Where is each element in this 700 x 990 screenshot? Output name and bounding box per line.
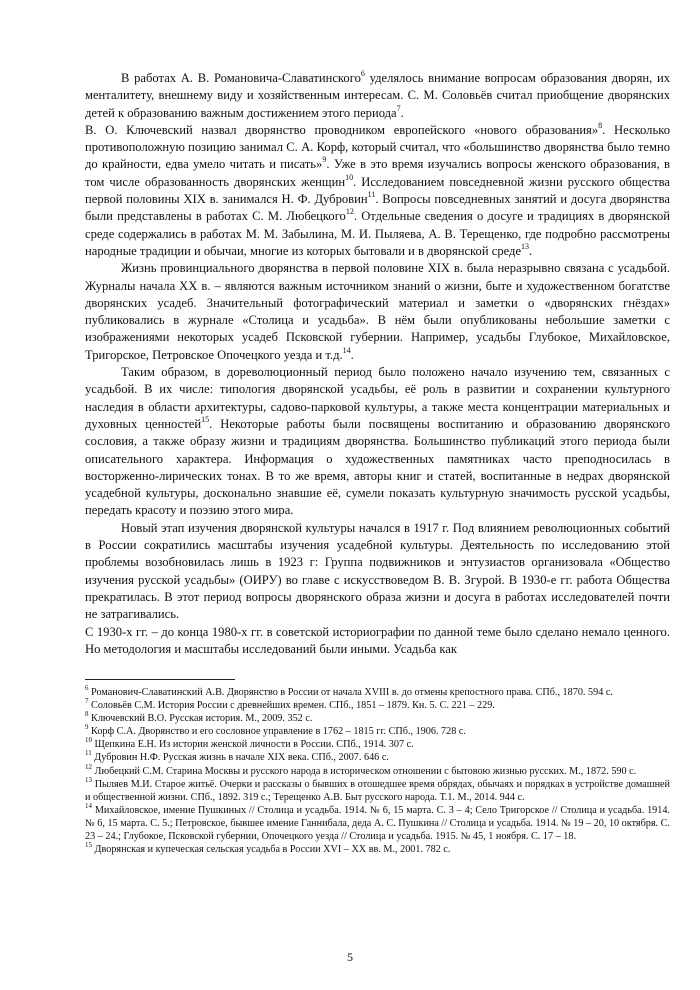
page-number: 5: [347, 950, 353, 964]
footnote: [85, 801, 670, 843]
footnote-ref: 9: [322, 155, 327, 165]
paragraph-text: . Несколько противоположную позицию занимал С. А. Корф, который считал, что «большинство дворянства было темно до крайности, едва умело читать и писать»: [85, 122, 670, 172]
footnote-text: Щепкина Е.Н. Из истории женской личности в России. СПб., 1914. 307 с.: [94, 739, 414, 751]
footnote: [85, 762, 670, 778]
footnote: [85, 843, 670, 856]
footnote-text: Ключевский В.О. Русская история. М., 2009. 352 с.: [91, 713, 313, 725]
paragraph-text: уделялось внимание вопросам образования дворян, их менталитету, внешнему виду и хозяйственным интересам. С. М. Соловьёв считал приобщение дворянских детей к образованию важным достижением этого периода: [85, 71, 671, 120]
paragraph-text: .: [350, 347, 354, 362]
paragraph-text: Таким образом, в дореволюционный период было положено начало изучению тем, связанных с усадьбой. В их числе: типология дворянской усадьбы, её роль в развитии и сохранении культурного наследия в области архитектуры, садово-парковой культуры, а также места концентрации материальных и духовных ценностей: [85, 365, 670, 431]
paragraph-text: .: [529, 243, 533, 258]
paragraph-text: В. О. Ключевский назвал дворянство проводником европейского «нового образования»: [85, 122, 599, 137]
footnote-text: Пыляев М.И. Старое житьё. Очерки и рассказы о бывших в отошедшее время обрядах, обычаях и порядках в устройстве домашней и общественной жизни. СПб., 1892. 319 с.; Терещенко А.В. Быт русского народа. Т.1. М., 2014. 944 с.: [85, 778, 670, 803]
footnote-ref: 8: [598, 120, 603, 130]
footnote-number: 10: [85, 736, 92, 745]
footnote: [85, 712, 670, 725]
footnote: [85, 725, 670, 738]
footnotes: [85, 686, 670, 856]
paragraph: [85, 260, 670, 364]
footnote-text: Соловьёв С.М. История России с древнейших времен. СПб., 1851 – 1879. Кн. 5. С. 221 – 229.: [91, 700, 495, 712]
footnote-text: Романович-Славатинский А.В. Дворянство в России от начала XVIII в. до отмены крепостного права. СПб., 1870. 594 с.: [91, 687, 613, 698]
paragraph: [85, 364, 670, 520]
footnote-number: 7: [85, 697, 89, 706]
footnote: [85, 686, 670, 699]
footnote-number: 8: [85, 710, 89, 719]
footnote: [85, 699, 670, 712]
footnote-number: 13: [85, 775, 92, 784]
footnote-number: 11: [85, 749, 92, 758]
footnote-ref: 6: [360, 69, 365, 78]
paragraph-text: . Исследованием повседневной жизни русского общества первой половины XIX в. занимался Н. Ф. Дубровин: [85, 174, 671, 207]
footnote-number: 14: [85, 801, 92, 810]
footnote-separator: [85, 679, 235, 680]
paragraph: [85, 520, 670, 624]
footnote-number: 9: [85, 723, 89, 732]
paragraph: [85, 70, 670, 122]
paragraph-text: . Вопросы повседневных занятий и досуга дворянства были представлены в работах С. М. Любецкого: [85, 192, 670, 224]
paragraph-text: . Некоторые работы были посвящены воспитанию и образованию дворянского сословия, а также образу жизни и традициям дворянства. Большинство публикаций этого периода были описательного характера. Информация о художественных памятниках часто преподносилась в восторженно-лирических тонах. В то же время, авторы книг и статей, воспитанные в недрах дворянской усадебной культуры, досконально знавшие её, сумели показать культурную значимость русской усадьбы, передать красоту и поэзию этого мира.: [85, 416, 670, 518]
footnote-text: Корф С.А. Дворянство и его сословное управление в 1762 – 1815 гг. СПб., 1906. 728 с.: [91, 726, 466, 738]
paragraph: [85, 624, 670, 659]
main-text: [85, 70, 670, 658]
footnote: [85, 738, 670, 751]
paragraph-text: В работах А. В. Романовича-Славатинского: [121, 71, 361, 85]
footnote-number: 12: [85, 762, 92, 771]
paragraph-text: Новый этап изучения дворянской культуры начался в 1917 г. Под влиянием революционных событий в России сократились масштабы изучения усадебной культуры. Деятельность по исследованию этой проблемы возобновилась лишь в 1923 г: Группа подвижников и энтузиастов организовала «Общество изучения русской усадьбы» (ОИРУ) во главе с искусствоведом В. В. Згурой. В 1930-е гг. работа Общества прекратилась. В этот период вопросы дворянского образа жизни и досуга в работах исследователей почти не затрагивались.: [85, 520, 670, 622]
footnote-text: Дубровин Н.Ф. Русская жизнь в начале XIX века. СПб., 2007. 646 с.: [94, 752, 389, 764]
footnote-ref: 13: [521, 241, 530, 251]
footnote-ref: 14: [342, 345, 351, 355]
footnote-ref: 7: [396, 103, 401, 113]
footnote-number: 6: [85, 684, 89, 692]
footnote-text: Михайловское, имение Пушкиных // Столица и усадьба. 1914. № 6, 15 марта. С. 3 – 4; Село Тригорское // Столица и усадьба. 1914. № 6, 15 марта. С. 5.; Петровское, бывшее имение Ганнибала, деда А. С. Пушкина // Столица и усадьба. 1914. № 19 – 20, 10 октября. С. 23 – 24.; Глубокое, Псковской губернии, Опочецкого уезда // Столица и усадьба. 1915. № 45, 1 ноября. С. 17 – 18.: [85, 804, 670, 843]
paragraph-text: . Отдельные сведения о досуге и традициях в дворянской среде содержались в работах М. М. Забылина, М. И. Пыляева, А. В. Терещенко, где подробно рассмотрены народные традиции и обычаи, многие из которых бытовали и в дворянской среде: [85, 209, 670, 258]
footnote-ref: 10: [345, 172, 354, 182]
paragraph-text: .: [400, 105, 404, 120]
footnote-text: Любецкий С.М. Старина Москвы и русского народа в историческом отношении с бытовою жизнью русских. М., 1872. 590 с.: [94, 765, 637, 777]
footnote-ref: 12: [345, 207, 354, 217]
footnote-ref: 11: [367, 190, 376, 200]
footnote: [85, 775, 670, 804]
paragraph-text: . Уже в это время изучались вопросы женского образования, в том числе образованность дворянских женщин: [85, 157, 671, 189]
paragraph-text: С 1930-х гг. – до конца 1980-х гг. в советской историографии по данной теме было сделано немало ценного. Но методология и масштабы исследований были иными. Усадьба как: [85, 624, 670, 656]
footnote: [85, 751, 670, 764]
footnote-ref: 15: [201, 414, 210, 424]
paragraph-text: Жизнь провинциального дворянства в первой половине XIX в. была неразрывно связана с усадьбой. Журналы начала XX в. – являются важным источником знаний о жизни, быте и художественном богатстве дворянских усадеб. Значительный фотографический материал и заметки о «дворянских гнёздах» публиковались в журнале «Столица и усадьба». В нём были опубликованы небольшие заметки с изображениями некоторых усадеб Псковской губернии. Например, усадьбы Глубокое, Михайловское, Тригорское, Петровское Опочецкого уезда и т.д.: [85, 261, 670, 362]
footnote-text: Дворянская и купеческая сельская усадьба в России XVI – XX вв. М., 2001. 782 с.: [94, 844, 451, 856]
paragraph: [85, 122, 670, 260]
footnote-number: 15: [85, 841, 92, 850]
